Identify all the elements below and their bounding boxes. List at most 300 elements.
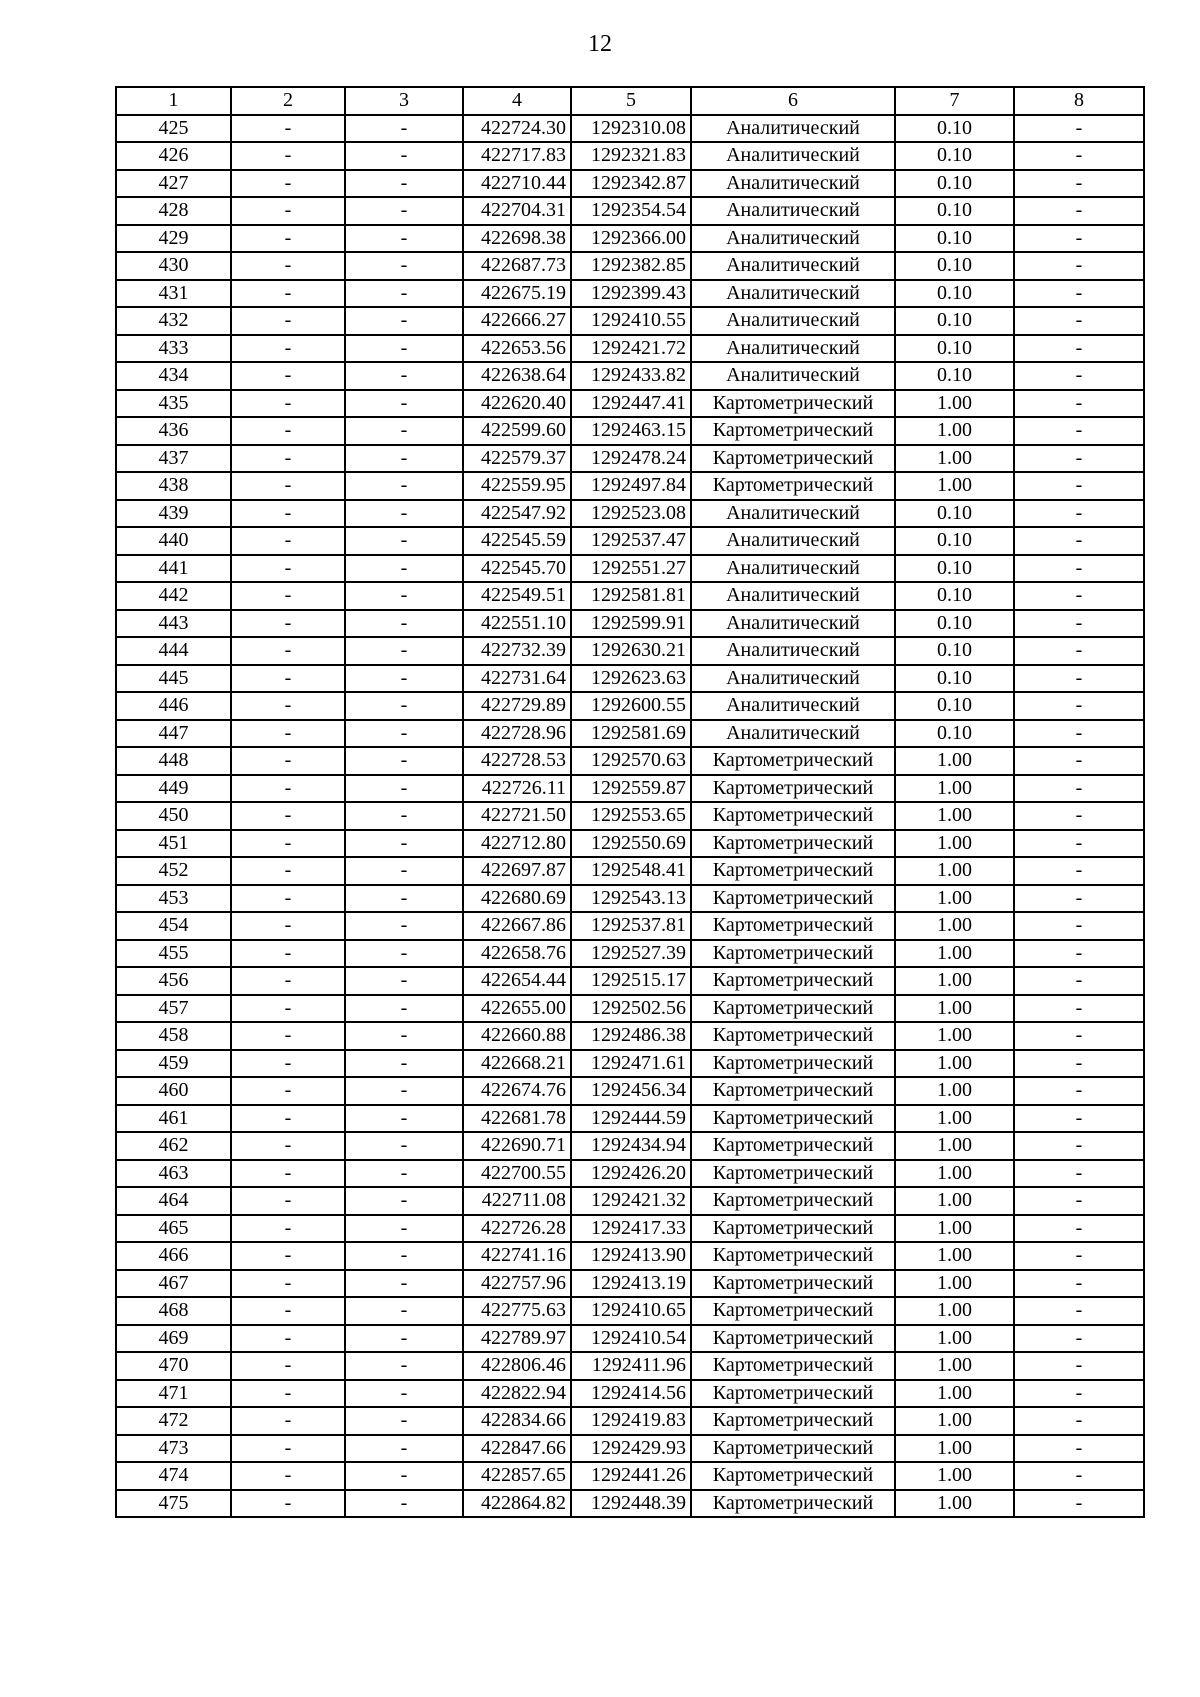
x-coordinate-cell: 422681.78 xyxy=(463,1105,571,1133)
method-cell: Картометрический xyxy=(691,1462,895,1490)
y-coordinate-cell: 1292502.56 xyxy=(571,995,691,1023)
col8-cell: - xyxy=(1014,1407,1144,1435)
accuracy-cell: 0.10 xyxy=(895,280,1014,308)
point-number-cell: 442 xyxy=(116,582,231,610)
y-coordinate-cell: 1292447.41 xyxy=(571,390,691,418)
column-header: 5 xyxy=(571,87,691,115)
col3-cell: - xyxy=(345,362,463,390)
col3-cell: - xyxy=(345,252,463,280)
col8-cell: - xyxy=(1014,885,1144,913)
table-row xyxy=(116,830,1144,858)
table-row xyxy=(116,170,1144,198)
table-row xyxy=(116,1490,1144,1518)
x-coordinate-cell: 422579.37 xyxy=(463,445,571,473)
col8-cell: - xyxy=(1014,1077,1144,1105)
col3-cell: - xyxy=(345,1325,463,1353)
point-number-cell: 434 xyxy=(116,362,231,390)
point-number-cell: 430 xyxy=(116,252,231,280)
table-row xyxy=(116,637,1144,665)
col8-cell: - xyxy=(1014,417,1144,445)
accuracy-cell: 1.00 xyxy=(895,830,1014,858)
point-number-cell: 452 xyxy=(116,857,231,885)
y-coordinate-cell: 1292581.81 xyxy=(571,582,691,610)
method-cell: Картометрический xyxy=(691,1187,895,1215)
col3-cell: - xyxy=(345,335,463,363)
accuracy-cell: 1.00 xyxy=(895,1160,1014,1188)
accuracy-cell: 1.00 xyxy=(895,417,1014,445)
col3-cell: - xyxy=(345,1490,463,1518)
x-coordinate-cell: 422731.64 xyxy=(463,665,571,693)
x-coordinate-cell: 422545.70 xyxy=(463,555,571,583)
point-number-cell: 472 xyxy=(116,1407,231,1435)
x-coordinate-cell: 422697.87 xyxy=(463,857,571,885)
accuracy-cell: 1.00 xyxy=(895,1132,1014,1160)
table-row xyxy=(116,280,1144,308)
col8-cell: - xyxy=(1014,775,1144,803)
method-cell: Картометрический xyxy=(691,747,895,775)
coordinates-table xyxy=(115,86,1145,1518)
col3-cell: - xyxy=(345,747,463,775)
x-coordinate-cell: 422674.76 xyxy=(463,1077,571,1105)
x-coordinate-cell: 422549.51 xyxy=(463,582,571,610)
column-header: 7 xyxy=(895,87,1014,115)
y-coordinate-cell: 1292623.63 xyxy=(571,665,691,693)
accuracy-cell: 1.00 xyxy=(895,1325,1014,1353)
accuracy-cell: 0.10 xyxy=(895,720,1014,748)
y-coordinate-cell: 1292551.27 xyxy=(571,555,691,583)
col3-cell: - xyxy=(345,390,463,418)
y-coordinate-cell: 1292523.08 xyxy=(571,500,691,528)
accuracy-cell: 1.00 xyxy=(895,940,1014,968)
y-coordinate-cell: 1292434.94 xyxy=(571,1132,691,1160)
accuracy-cell: 0.10 xyxy=(895,142,1014,170)
col8-cell: - xyxy=(1014,1325,1144,1353)
x-coordinate-cell: 422559.95 xyxy=(463,472,571,500)
col8-cell: - xyxy=(1014,1050,1144,1078)
method-cell: Картометрический xyxy=(691,912,895,940)
table-row xyxy=(116,1380,1144,1408)
col8-cell: - xyxy=(1014,335,1144,363)
method-cell: Аналитический xyxy=(691,142,895,170)
col8-cell: - xyxy=(1014,252,1144,280)
col8-cell: - xyxy=(1014,720,1144,748)
x-coordinate-cell: 422757.96 xyxy=(463,1270,571,1298)
y-coordinate-cell: 1292354.54 xyxy=(571,197,691,225)
col8-cell: - xyxy=(1014,1215,1144,1243)
y-coordinate-cell: 1292550.69 xyxy=(571,830,691,858)
x-coordinate-cell: 422700.55 xyxy=(463,1160,571,1188)
point-number-cell: 462 xyxy=(116,1132,231,1160)
col2-cell: - xyxy=(231,307,345,335)
method-cell: Аналитический xyxy=(691,170,895,198)
x-coordinate-cell: 422654.44 xyxy=(463,967,571,995)
accuracy-cell: 1.00 xyxy=(895,995,1014,1023)
y-coordinate-cell: 1292599.91 xyxy=(571,610,691,638)
col3-cell: - xyxy=(345,1132,463,1160)
point-number-cell: 425 xyxy=(116,115,231,143)
col8-cell: - xyxy=(1014,747,1144,775)
table-row xyxy=(116,1105,1144,1133)
table-row xyxy=(116,720,1144,748)
y-coordinate-cell: 1292421.32 xyxy=(571,1187,691,1215)
col8-cell: - xyxy=(1014,1187,1144,1215)
table-row xyxy=(116,1407,1144,1435)
col8-cell: - xyxy=(1014,665,1144,693)
method-cell: Картометрический xyxy=(691,1297,895,1325)
y-coordinate-cell: 1292342.87 xyxy=(571,170,691,198)
col8-cell: - xyxy=(1014,995,1144,1023)
col2-cell: - xyxy=(231,1050,345,1078)
col2-cell: - xyxy=(231,1380,345,1408)
y-coordinate-cell: 1292630.21 xyxy=(571,637,691,665)
table-row xyxy=(116,995,1144,1023)
col3-cell: - xyxy=(345,912,463,940)
method-cell: Аналитический xyxy=(691,692,895,720)
accuracy-cell: 1.00 xyxy=(895,1105,1014,1133)
page-number: 12 xyxy=(588,31,612,57)
table-row xyxy=(116,225,1144,253)
table-row xyxy=(116,362,1144,390)
x-coordinate-cell: 422775.63 xyxy=(463,1297,571,1325)
y-coordinate-cell: 1292410.55 xyxy=(571,307,691,335)
point-number-cell: 457 xyxy=(116,995,231,1023)
x-coordinate-cell: 422599.60 xyxy=(463,417,571,445)
table-row xyxy=(116,472,1144,500)
accuracy-cell: 1.00 xyxy=(895,1050,1014,1078)
col2-cell: - xyxy=(231,1490,345,1518)
point-number-cell: 437 xyxy=(116,445,231,473)
col8-cell: - xyxy=(1014,362,1144,390)
method-cell: Картометрический xyxy=(691,1380,895,1408)
col3-cell: - xyxy=(345,582,463,610)
col2-cell: - xyxy=(231,1325,345,1353)
x-coordinate-cell: 422822.94 xyxy=(463,1380,571,1408)
col2-cell: - xyxy=(231,802,345,830)
table-row xyxy=(116,1325,1144,1353)
col2-cell: - xyxy=(231,417,345,445)
col8-cell: - xyxy=(1014,1435,1144,1463)
col2-cell: - xyxy=(231,1105,345,1133)
table-row xyxy=(116,1022,1144,1050)
y-coordinate-cell: 1292537.47 xyxy=(571,527,691,555)
accuracy-cell: 1.00 xyxy=(895,1462,1014,1490)
y-coordinate-cell: 1292478.24 xyxy=(571,445,691,473)
table-row xyxy=(116,747,1144,775)
col8-cell: - xyxy=(1014,1105,1144,1133)
col3-cell: - xyxy=(345,527,463,555)
method-cell: Картометрический xyxy=(691,1160,895,1188)
table-row xyxy=(116,857,1144,885)
point-number-cell: 461 xyxy=(116,1105,231,1133)
accuracy-cell: 1.00 xyxy=(895,390,1014,418)
col2-cell: - xyxy=(231,527,345,555)
x-coordinate-cell: 422638.64 xyxy=(463,362,571,390)
point-number-cell: 456 xyxy=(116,967,231,995)
col2-cell: - xyxy=(231,582,345,610)
y-coordinate-cell: 1292456.34 xyxy=(571,1077,691,1105)
table-row xyxy=(116,1132,1144,1160)
col2-cell: - xyxy=(231,912,345,940)
method-cell: Аналитический xyxy=(691,197,895,225)
col8-cell: - xyxy=(1014,830,1144,858)
table-body xyxy=(116,115,1144,1518)
y-coordinate-cell: 1292486.38 xyxy=(571,1022,691,1050)
accuracy-cell: 1.00 xyxy=(895,1297,1014,1325)
col8-cell: - xyxy=(1014,1380,1144,1408)
x-coordinate-cell: 422658.76 xyxy=(463,940,571,968)
point-number-cell: 453 xyxy=(116,885,231,913)
point-number-cell: 463 xyxy=(116,1160,231,1188)
col2-cell: - xyxy=(231,142,345,170)
table-row xyxy=(116,142,1144,170)
table-row xyxy=(116,665,1144,693)
point-number-cell: 458 xyxy=(116,1022,231,1050)
point-number-cell: 467 xyxy=(116,1270,231,1298)
x-coordinate-cell: 422655.00 xyxy=(463,995,571,1023)
col3-cell: - xyxy=(345,995,463,1023)
accuracy-cell: 1.00 xyxy=(895,1187,1014,1215)
table-row xyxy=(116,500,1144,528)
col2-cell: - xyxy=(231,555,345,583)
x-coordinate-cell: 422717.83 xyxy=(463,142,571,170)
point-number-cell: 475 xyxy=(116,1490,231,1518)
table-row xyxy=(116,115,1144,143)
y-coordinate-cell: 1292413.90 xyxy=(571,1242,691,1270)
table-row xyxy=(116,527,1144,555)
table-row xyxy=(116,1187,1144,1215)
table-row xyxy=(116,1270,1144,1298)
y-coordinate-cell: 1292448.39 xyxy=(571,1490,691,1518)
table-row xyxy=(116,967,1144,995)
table-row xyxy=(116,1435,1144,1463)
point-number-cell: 474 xyxy=(116,1462,231,1490)
col3-cell: - xyxy=(345,692,463,720)
col2-cell: - xyxy=(231,1297,345,1325)
x-coordinate-cell: 422834.66 xyxy=(463,1407,571,1435)
method-cell: Картометрический xyxy=(691,940,895,968)
col8-cell: - xyxy=(1014,1490,1144,1518)
x-coordinate-cell: 422857.65 xyxy=(463,1462,571,1490)
method-cell: Картометрический xyxy=(691,775,895,803)
col3-cell: - xyxy=(345,1352,463,1380)
point-number-cell: 448 xyxy=(116,747,231,775)
accuracy-cell: 1.00 xyxy=(895,1022,1014,1050)
col8-cell: - xyxy=(1014,1160,1144,1188)
point-number-cell: 460 xyxy=(116,1077,231,1105)
col8-cell: - xyxy=(1014,142,1144,170)
col3-cell: - xyxy=(345,1242,463,1270)
table-row xyxy=(116,885,1144,913)
x-coordinate-cell: 422732.39 xyxy=(463,637,571,665)
col8-cell: - xyxy=(1014,472,1144,500)
col3-cell: - xyxy=(345,830,463,858)
y-coordinate-cell: 1292471.61 xyxy=(571,1050,691,1078)
y-coordinate-cell: 1292537.81 xyxy=(571,912,691,940)
col2-cell: - xyxy=(231,1352,345,1380)
col3-cell: - xyxy=(345,225,463,253)
accuracy-cell: 1.00 xyxy=(895,802,1014,830)
col2-cell: - xyxy=(231,940,345,968)
col8-cell: - xyxy=(1014,1462,1144,1490)
col2-cell: - xyxy=(231,1160,345,1188)
point-number-cell: 440 xyxy=(116,527,231,555)
col3-cell: - xyxy=(345,170,463,198)
x-coordinate-cell: 422547.92 xyxy=(463,500,571,528)
y-coordinate-cell: 1292411.96 xyxy=(571,1352,691,1380)
accuracy-cell: 0.10 xyxy=(895,170,1014,198)
col2-cell: - xyxy=(231,1077,345,1105)
table-row xyxy=(116,582,1144,610)
method-cell: Аналитический xyxy=(691,307,895,335)
col3-cell: - xyxy=(345,1435,463,1463)
table-row xyxy=(116,445,1144,473)
table-row xyxy=(116,307,1144,335)
col2-cell: - xyxy=(231,830,345,858)
y-coordinate-cell: 1292413.19 xyxy=(571,1270,691,1298)
col3-cell: - xyxy=(345,500,463,528)
accuracy-cell: 0.10 xyxy=(895,225,1014,253)
accuracy-cell: 0.10 xyxy=(895,500,1014,528)
col3-cell: - xyxy=(345,940,463,968)
col8-cell: - xyxy=(1014,225,1144,253)
col2-cell: - xyxy=(231,967,345,995)
col8-cell: - xyxy=(1014,307,1144,335)
y-coordinate-cell: 1292441.26 xyxy=(571,1462,691,1490)
x-coordinate-cell: 422721.50 xyxy=(463,802,571,830)
col2-cell: - xyxy=(231,472,345,500)
col2-cell: - xyxy=(231,362,345,390)
accuracy-cell: 0.10 xyxy=(895,115,1014,143)
y-coordinate-cell: 1292553.65 xyxy=(571,802,691,830)
col3-cell: - xyxy=(345,1380,463,1408)
method-cell: Аналитический xyxy=(691,637,895,665)
y-coordinate-cell: 1292581.69 xyxy=(571,720,691,748)
point-number-cell: 446 xyxy=(116,692,231,720)
accuracy-cell: 1.00 xyxy=(895,1490,1014,1518)
col2-cell: - xyxy=(231,1242,345,1270)
y-coordinate-cell: 1292414.56 xyxy=(571,1380,691,1408)
x-coordinate-cell: 422620.40 xyxy=(463,390,571,418)
accuracy-cell: 0.10 xyxy=(895,692,1014,720)
x-coordinate-cell: 422726.28 xyxy=(463,1215,571,1243)
column-header: 1 xyxy=(116,87,231,115)
col8-cell: - xyxy=(1014,115,1144,143)
table-row xyxy=(116,1215,1144,1243)
point-number-cell: 436 xyxy=(116,417,231,445)
table-row xyxy=(116,252,1144,280)
point-number-cell: 466 xyxy=(116,1242,231,1270)
x-coordinate-cell: 422668.21 xyxy=(463,1050,571,1078)
col8-cell: - xyxy=(1014,197,1144,225)
x-coordinate-cell: 422545.59 xyxy=(463,527,571,555)
point-number-cell: 444 xyxy=(116,637,231,665)
x-coordinate-cell: 422726.11 xyxy=(463,775,571,803)
col3-cell: - xyxy=(345,1297,463,1325)
method-cell: Картометрический xyxy=(691,390,895,418)
x-coordinate-cell: 422675.19 xyxy=(463,280,571,308)
accuracy-cell: 1.00 xyxy=(895,472,1014,500)
col3-cell: - xyxy=(345,610,463,638)
point-number-cell: 465 xyxy=(116,1215,231,1243)
col3-cell: - xyxy=(345,472,463,500)
point-number-cell: 439 xyxy=(116,500,231,528)
table-row xyxy=(116,940,1144,968)
col2-cell: - xyxy=(231,1407,345,1435)
table-row xyxy=(116,555,1144,583)
x-coordinate-cell: 422687.73 xyxy=(463,252,571,280)
col2-cell: - xyxy=(231,857,345,885)
y-coordinate-cell: 1292417.33 xyxy=(571,1215,691,1243)
method-cell: Аналитический xyxy=(691,665,895,693)
method-cell: Картометрический xyxy=(691,472,895,500)
y-coordinate-cell: 1292433.82 xyxy=(571,362,691,390)
col2-cell: - xyxy=(231,225,345,253)
col3-cell: - xyxy=(345,417,463,445)
method-cell: Аналитический xyxy=(691,582,895,610)
point-number-cell: 438 xyxy=(116,472,231,500)
col8-cell: - xyxy=(1014,500,1144,528)
method-cell: Картометрический xyxy=(691,1435,895,1463)
col2-cell: - xyxy=(231,280,345,308)
x-coordinate-cell: 422728.96 xyxy=(463,720,571,748)
col8-cell: - xyxy=(1014,527,1144,555)
col3-cell: - xyxy=(345,142,463,170)
x-coordinate-cell: 422680.69 xyxy=(463,885,571,913)
col8-cell: - xyxy=(1014,1242,1144,1270)
method-cell: Картометрический xyxy=(691,1490,895,1518)
accuracy-cell: 0.10 xyxy=(895,610,1014,638)
table-row xyxy=(116,1297,1144,1325)
point-number-cell: 447 xyxy=(116,720,231,748)
method-cell: Картометрический xyxy=(691,1325,895,1353)
col3-cell: - xyxy=(345,445,463,473)
col2-cell: - xyxy=(231,197,345,225)
table-row xyxy=(116,335,1144,363)
y-coordinate-cell: 1292570.63 xyxy=(571,747,691,775)
point-number-cell: 459 xyxy=(116,1050,231,1078)
y-coordinate-cell: 1292559.87 xyxy=(571,775,691,803)
y-coordinate-cell: 1292497.84 xyxy=(571,472,691,500)
point-number-cell: 464 xyxy=(116,1187,231,1215)
column-header: 3 xyxy=(345,87,463,115)
point-number-cell: 433 xyxy=(116,335,231,363)
col2-cell: - xyxy=(231,747,345,775)
col3-cell: - xyxy=(345,1077,463,1105)
y-coordinate-cell: 1292399.43 xyxy=(571,280,691,308)
y-coordinate-cell: 1292366.00 xyxy=(571,225,691,253)
method-cell: Аналитический xyxy=(691,610,895,638)
accuracy-cell: 0.10 xyxy=(895,252,1014,280)
method-cell: Картометрический xyxy=(691,1215,895,1243)
accuracy-cell: 0.10 xyxy=(895,197,1014,225)
y-coordinate-cell: 1292310.08 xyxy=(571,115,691,143)
point-number-cell: 471 xyxy=(116,1380,231,1408)
accuracy-cell: 1.00 xyxy=(895,1242,1014,1270)
method-cell: Аналитический xyxy=(691,115,895,143)
col2-cell: - xyxy=(231,665,345,693)
col8-cell: - xyxy=(1014,1132,1144,1160)
accuracy-cell: 0.10 xyxy=(895,307,1014,335)
col3-cell: - xyxy=(345,1160,463,1188)
x-coordinate-cell: 422806.46 xyxy=(463,1352,571,1380)
col2-cell: - xyxy=(231,692,345,720)
x-coordinate-cell: 422728.53 xyxy=(463,747,571,775)
y-coordinate-cell: 1292419.83 xyxy=(571,1407,691,1435)
method-cell: Картометрический xyxy=(691,857,895,885)
col3-cell: - xyxy=(345,665,463,693)
col3-cell: - xyxy=(345,115,463,143)
x-coordinate-cell: 422667.86 xyxy=(463,912,571,940)
